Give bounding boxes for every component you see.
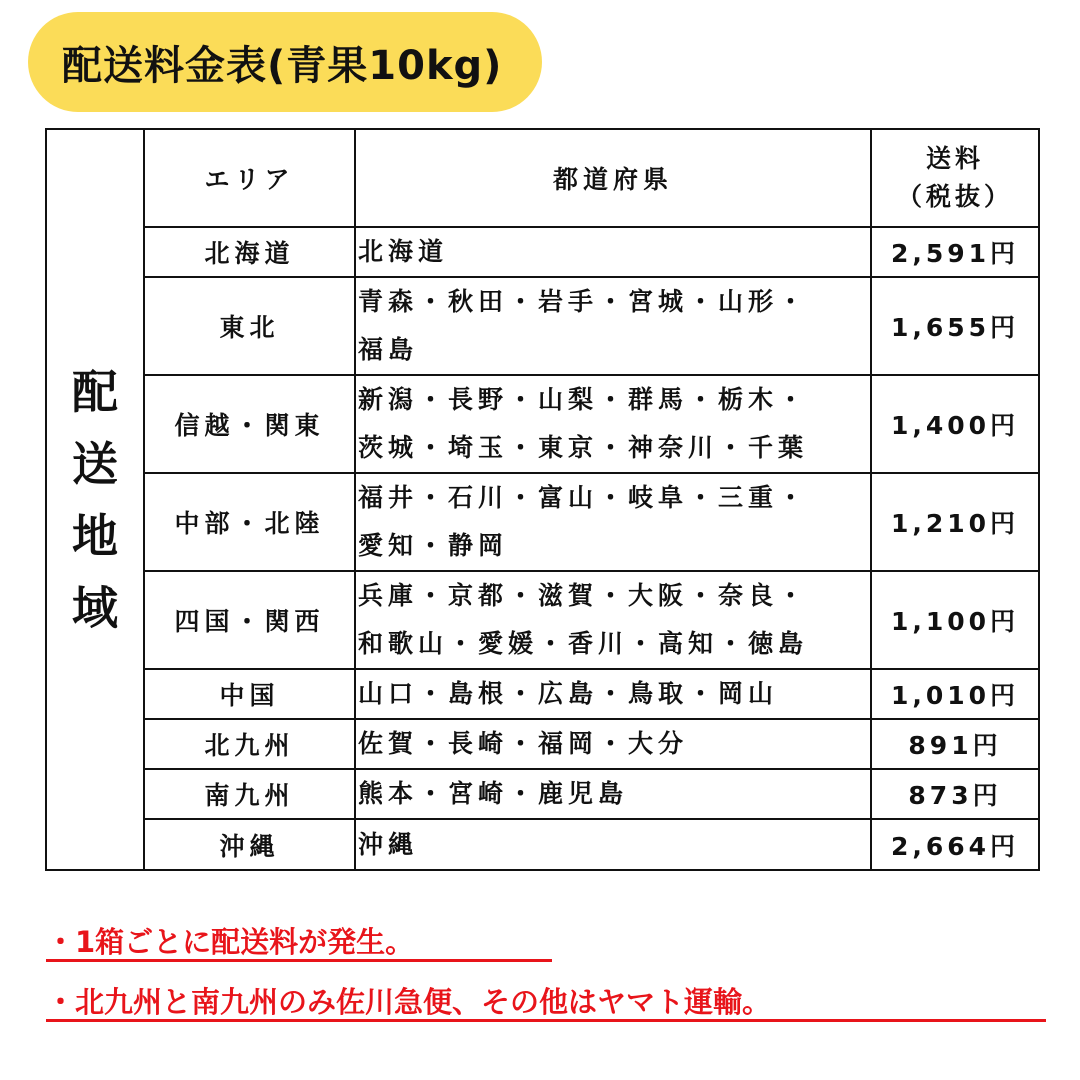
table-row	[46, 819, 1039, 870]
table-row	[46, 227, 1039, 277]
fee-cell: 1,210円	[871, 473, 1039, 571]
area-cell: 四国・関西	[144, 571, 355, 669]
note-underline	[46, 1019, 1046, 1022]
prefecture-cell: 熊本・宮崎・鹿児島	[355, 769, 871, 819]
table-header-row	[46, 129, 1039, 227]
note-carriers: ・北九州と南九州のみ佐川急便、その他はヤマト運輸。	[46, 985, 772, 1019]
header-prefectures: 都道府県	[355, 129, 871, 227]
table-row	[46, 571, 1039, 669]
shipping-rate-table	[45, 128, 1040, 871]
area-cell: 信越・関東	[144, 375, 355, 473]
area-cell: 北海道	[144, 227, 355, 277]
table-row	[46, 669, 1039, 719]
fee-cell: 2,591円	[871, 227, 1039, 277]
fee-cell: 1,655円	[871, 277, 1039, 375]
prefecture-cell: 新潟・長野・山梨・群馬・栃木・ 茨城・埼玉・東京・神奈川・千葉	[355, 375, 871, 473]
table-row	[46, 769, 1039, 819]
note-underline	[46, 959, 552, 962]
note-per-box: ・1箱ごとに配送料が発生。	[46, 925, 415, 959]
fee-cell: 1,010円	[871, 669, 1039, 719]
table-row	[46, 473, 1039, 571]
fee-cell: 2,664円	[871, 819, 1039, 870]
table-row	[46, 375, 1039, 473]
header-area: エリア	[144, 129, 355, 227]
prefecture-cell: 青森・秋田・岩手・宮城・山形・ 福島	[355, 277, 871, 375]
area-cell: 中国	[144, 669, 355, 719]
prefecture-cell: 兵庫・京都・滋賀・大阪・奈良・ 和歌山・愛媛・香川・高知・徳島	[355, 571, 871, 669]
prefecture-cell: 福井・石川・富山・岐阜・三重・ 愛知・静岡	[355, 473, 871, 571]
fee-cell: 1,100円	[871, 571, 1039, 669]
fee-cell: 1,400円	[871, 375, 1039, 473]
area-cell: 東北	[144, 277, 355, 375]
prefecture-cell: 北海道	[355, 227, 871, 277]
table-row	[46, 277, 1039, 375]
fee-cell: 873円	[871, 769, 1039, 819]
prefecture-cell: 沖縄	[355, 819, 871, 870]
area-cell: 北九州	[144, 719, 355, 769]
header-fee: 送料 （税抜）	[871, 129, 1039, 227]
area-cell: 沖縄	[144, 819, 355, 870]
page-title: 配送料金表(青果10kg)	[28, 12, 542, 112]
fee-cell: 891円	[871, 719, 1039, 769]
area-cell: 中部・北陸	[144, 473, 355, 571]
area-cell: 南九州	[144, 769, 355, 819]
prefecture-cell: 佐賀・長崎・福岡・大分	[355, 719, 871, 769]
prefecture-cell: 山口・島根・広島・鳥取・岡山	[355, 669, 871, 719]
delivery-region-label: 配 送 地 域	[46, 129, 144, 870]
table-row	[46, 719, 1039, 769]
